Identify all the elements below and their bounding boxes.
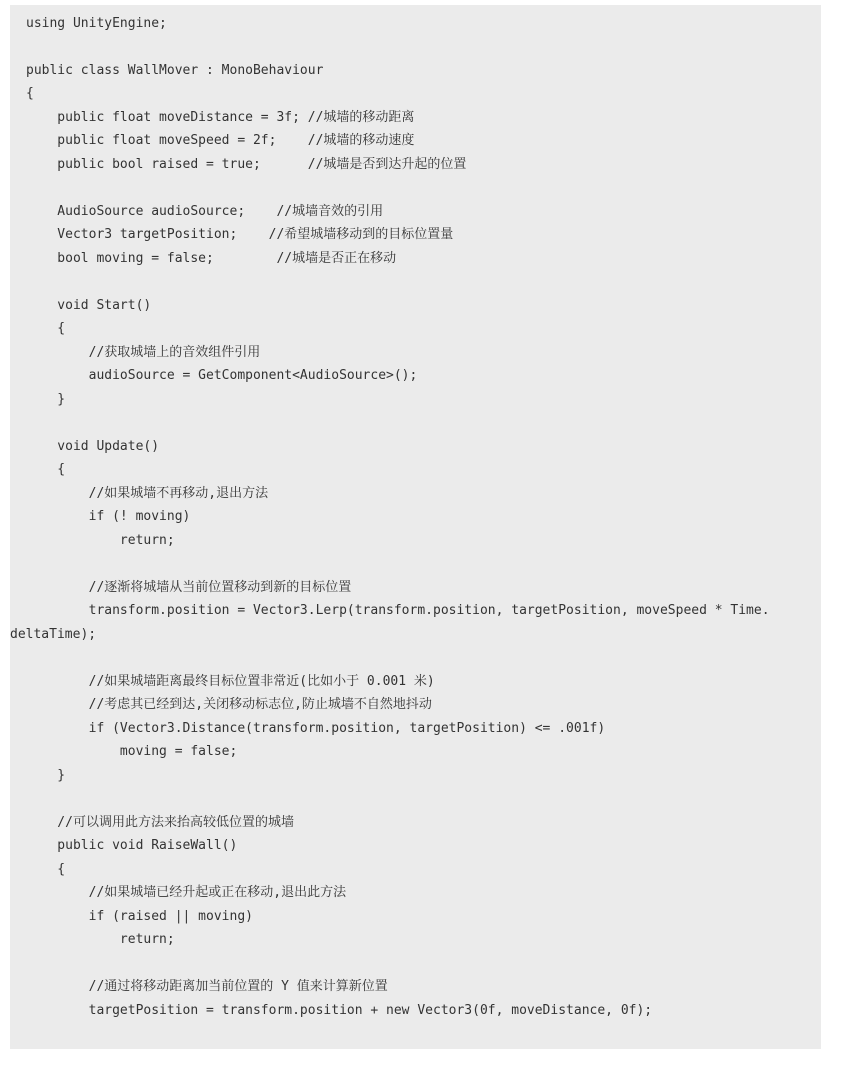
code-line-13: void Start() <box>26 298 152 313</box>
code-line-26: transform.position = Vector3.Lerp(transform.position, targetPosition, moveSpeed * Time. <box>26 603 770 618</box>
code-line-39: if (raised || moving) <box>26 909 253 924</box>
code-line-10: Vector3 targetPosition; //希望城墙移动到的目标位置量 <box>26 227 454 242</box>
code-line-25: //逐渐将城墙从当前位置移动到新的目标位置 <box>26 580 352 595</box>
code-line-27: deltaTime); <box>10 627 97 642</box>
code-line-19: void Update() <box>26 439 160 454</box>
code-block <box>10 5 821 1049</box>
code-line-33: } <box>26 768 66 783</box>
code-line-42: //通过将移动距离加当前位置的 Y 值来计算新位置 <box>26 979 388 994</box>
code-line-14: { <box>26 321 66 336</box>
code-line-21: //如果城墙不再移动,退出方法 <box>26 486 269 501</box>
code-line-23: return; <box>26 533 175 548</box>
code-line-17: } <box>26 392 66 407</box>
code-line-15: //获取城墙上的音效组件引用 <box>26 345 261 360</box>
code-line-20: { <box>26 462 66 477</box>
code-line-16: audioSource = GetComponent<AudioSource>(); <box>26 368 418 383</box>
code-line-5: public float moveDistance = 3f; //城墙的移动距离 <box>26 110 415 125</box>
code-line-38: //如果城墙已经升起或正在移动,退出此方法 <box>26 885 347 900</box>
code-line-1: using UnityEngine; <box>26 16 167 31</box>
code-line-32: moving = false; <box>26 744 238 759</box>
code-line-36: public void RaiseWall() <box>26 838 238 853</box>
code-line-30: //考虑其已经到达,关闭移动标志位,防止城墙不自然地抖动 <box>26 697 432 712</box>
code-line-22: if (! moving) <box>26 509 191 524</box>
code-line-11: bool moving = false; //城墙是否正在移动 <box>26 251 397 266</box>
code-line-9: AudioSource audioSource; //城墙音效的引用 <box>26 204 384 219</box>
code-line-31: if (Vector3.Distance(transform.position, targetPosition) <= .001f) <box>26 721 606 736</box>
code-line-40: return; <box>26 932 175 947</box>
code-line-29: //如果城墙距离最终目标位置非常近(比如小于 0.001 米) <box>26 674 435 689</box>
code-line-4: { <box>26 86 34 101</box>
code-line-43: targetPosition = transform.position + new Vector3(0f, moveDistance, 0f); <box>26 1003 653 1018</box>
code-line-3: public class WallMover : MonoBehaviour <box>26 63 324 78</box>
code-line-35: //可以调用此方法来抬高较低位置的城墙 <box>26 815 294 830</box>
code-line-6: public float moveSpeed = 2f; //城墙的移动速度 <box>26 133 415 148</box>
code-line-7: public bool raised = true; //城墙是否到达升起的位置 <box>26 157 467 172</box>
code-line-37: { <box>26 862 66 877</box>
